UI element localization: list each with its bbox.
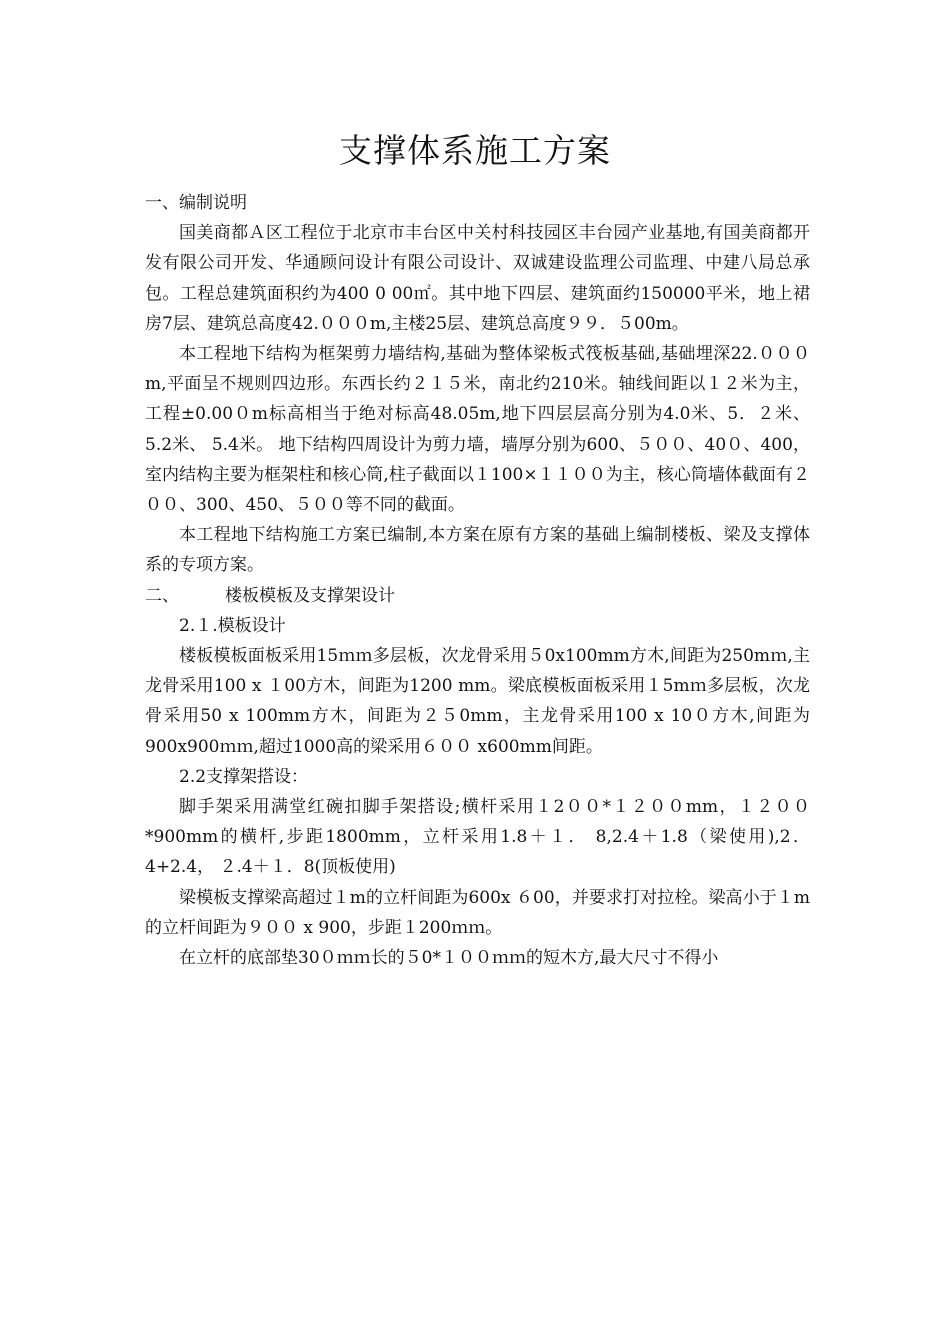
paragraph-pole-base: 在立杆的底部垫30０ｍｍ长的５0*１００ｍｍ的短木方,最大尺寸不得小 xyxy=(179,948,719,969)
section-heading-2-number: 二、 xyxy=(145,585,179,606)
subsection-heading-formwork: 2.１.模板设计 xyxy=(179,615,286,636)
paragraph-plan-scope: 本工程地下结构施工方案已编制,本方案在原有方案的基础上编制楼板、梁及支撑体系的专项方案。 xyxy=(145,525,810,576)
section-heading-2 xyxy=(145,581,810,611)
document-title: 支撑体系施工方案 xyxy=(339,131,611,170)
paragraph-structure-description: 本工程地下结构为框架剪力墙结构,基础为整体梁板式筏板基础,基础埋深22.０００m,平面呈不规则四边形。东西长约２１５米，南北约210米。轴线间距以１２米为主，工程±0.00０m标高相当于绝对标高48.05m,地下四层层高分别为4.0米、5．２米、 5.2米、 5.4米。 地下结构四周设计为剪力墙，墙厚分别为600、５００、40０、400，室内结构主要为框架柱和核心筒,柱子截面以１100×１１００为主，核心筒墙体截面有２００、300、450、５００等不同的截面。 xyxy=(145,344,810,516)
paragraph-scaffold: 脚手架采用满堂红碗扣脚手架搭设;横杆采用１2００*１２００mm，１２００*900mm的横杆,步距1800mm，立杆采用1.8＋１． 8,2.4＋1.8（梁使用),2．4+2.4， ２.4＋１．8(顶板使用) xyxy=(145,797,810,878)
section-heading-1: 一、编制说明 xyxy=(145,193,247,213)
document-body xyxy=(145,188,810,973)
section-heading-2-text: 楼板模板及支撑架设计 xyxy=(225,585,395,606)
paragraph-project-overview: 国美商都Ａ区工程位于北京市丰台区中关村科技园区丰台园产业基地,有国美商都开发有限公司开发、华通顾问设计有限公司设计、双诚建设监理公司监理、中建八局总承包。工程总建筑面积约为400 0 00㎡。其中地下四层、建筑面约150000平米，地上裙房7层、建筑总高度42.０００m,主楼25层、建筑总高度９９．５00m。 xyxy=(145,223,810,334)
paragraph-beam-support: 梁模板支撑梁高超过１m的立杆间距为600x ６00，并要求打对拉栓。梁高小于１m的立杆间距为９００ x 900，步距１200ｍｍ。 xyxy=(145,887,810,938)
subsection-heading-support: 2.2支撑架搭设： xyxy=(179,766,309,787)
paragraph-formwork-design: 楼板模板面板采用15ｍｍ多层板，次龙骨采用５0x100mm方木,间距为250mｍ,主龙骨采用100 x １00方木，间距为1200 mm。梁底模板面板采用１5mｍ多层板，次龙骨采用50 x 100mm方木，间距为２５0mm，主龙骨采用100 x 10０方木,间距为900x900ｍｍ,超过1000高的梁采用６００ x600mm间距。 xyxy=(145,646,810,757)
